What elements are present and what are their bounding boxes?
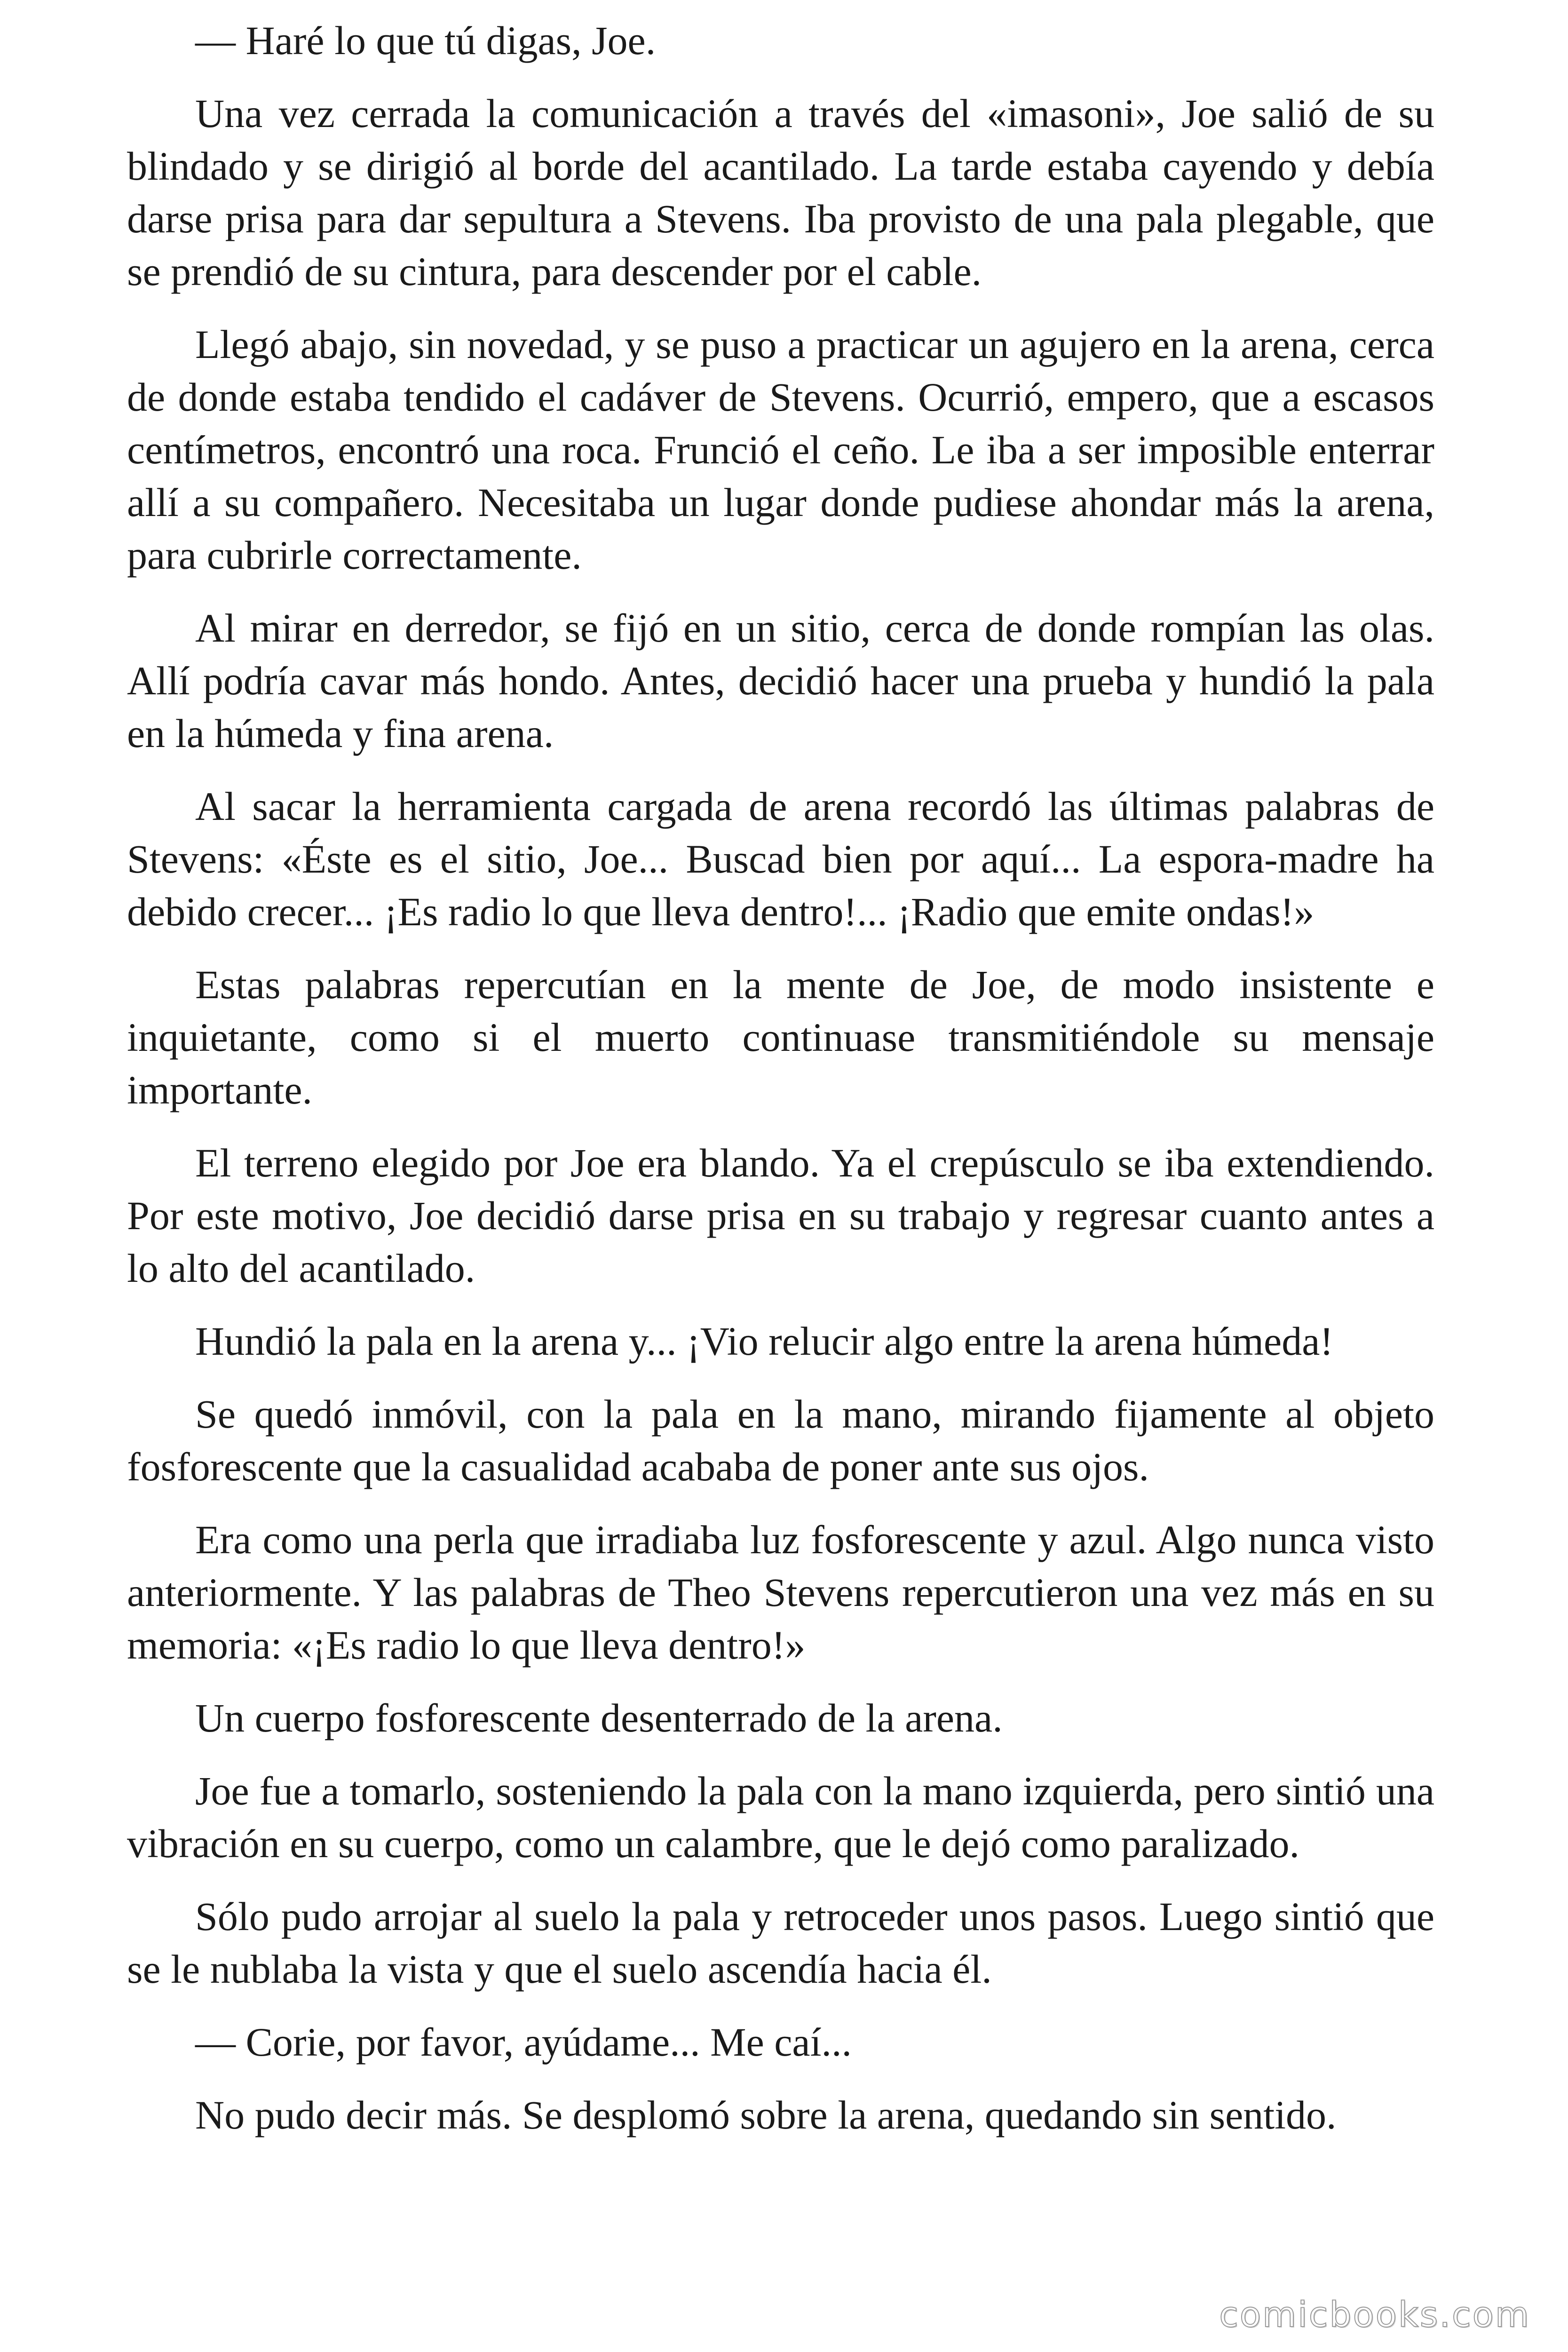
book-page-text (127, 14, 1434, 2161)
paragraph: Se quedó inmóvil, con la pala en la mano, mirando fijamente al objeto fosforescente que la casualidad acababa de poner ante sus ojos. (127, 1391, 1434, 1489)
paragraph: Era como una perla que irradiaba luz fosforescente y azul. Algo nunca visto anteriormente. Y las palabras de Theo Stevens repercutieron una vez más en su memoria: «¡Es radio lo que lleva dentro!» (127, 1517, 1434, 1668)
paragraph: El terreno elegido por Joe era blando. Ya el crepúsculo se iba extendiendo. Por este motivo, Joe decidió darse prisa en su trabajo y regresar cuanto antes a lo alto del acantilado. (127, 1140, 1434, 1291)
paragraph: Al sacar la herramienta cargada de arena recordó las últimas palabras de Stevens: «Éste es el sitio, Joe... Buscad bien por aquí... La espora-madre ha debido crecer... ¡Es radio lo que lleva dentro!... ¡Radio que emite ondas!» (127, 784, 1434, 934)
paragraph: Estas palabras repercutían en la mente de Joe, de modo insistente e inquietante, como si el muerto continuase transmitiéndole su mensaje importante. (127, 962, 1434, 1112)
paragraph: — Corie, por favor, ayúdame... Me caí... (195, 2019, 852, 2065)
paragraph: No pudo decir más. Se desplomó sobre la arena, quedando sin sentido. (195, 2092, 1337, 2137)
paragraph: Hundió la pala en la arena y... ¡Vio relucir algo entre la arena húmeda! (195, 1319, 1334, 1364)
paragraph: Sólo pudo arrojar al suelo la pala y retroceder unos pasos. Luego sintió que se le nublaba la vista y que el suelo ascendía hacia él. (127, 1894, 1434, 1992)
paragraph: Joe fue a tomarlo, sosteniendo la pala con la mano izquierda, pero sintió una vibración en su cuerpo, como un calambre, que le dejó como paralizado. (127, 1768, 1434, 1866)
paragraph: Una vez cerrada la comunicación a través del «imasoni», Joe salió de su blindado y se dirigió al borde del acantilado. La tarde estaba cayendo y debía darse prisa para dar sepultura a Stevens. Iba provisto de una pala plegable, que se prendió de su cintura, para descender por el cable. (127, 91, 1434, 294)
paragraph: Un cuerpo fosforescente desenterrado de la arena. (195, 1695, 1003, 1740)
paragraph: — Haré lo que tú digas, Joe. (195, 18, 656, 63)
watermark: comicbooks.com (1219, 2295, 1530, 2335)
paragraph: Llegó abajo, sin novedad, y se puso a practicar un agujero en la arena, cerca de donde estaba tendido el cadáver de Stevens. Ocurrió, empero, que a escasos centímetros, encontró una roca. Frunció el ceño. Le iba a ser imposible enterrar allí a su compañero. Necesitaba un lugar donde pudiese ahondar más la arena, para cubrirle correctamente. (127, 322, 1434, 578)
paragraph: Al mirar en derredor, se fijó en un sitio, cerca de donde rompían las olas. Allí podría cavar más hondo. Antes, decidió hacer una prueba y hundió la pala en la húmeda y fina arena. (127, 605, 1434, 756)
